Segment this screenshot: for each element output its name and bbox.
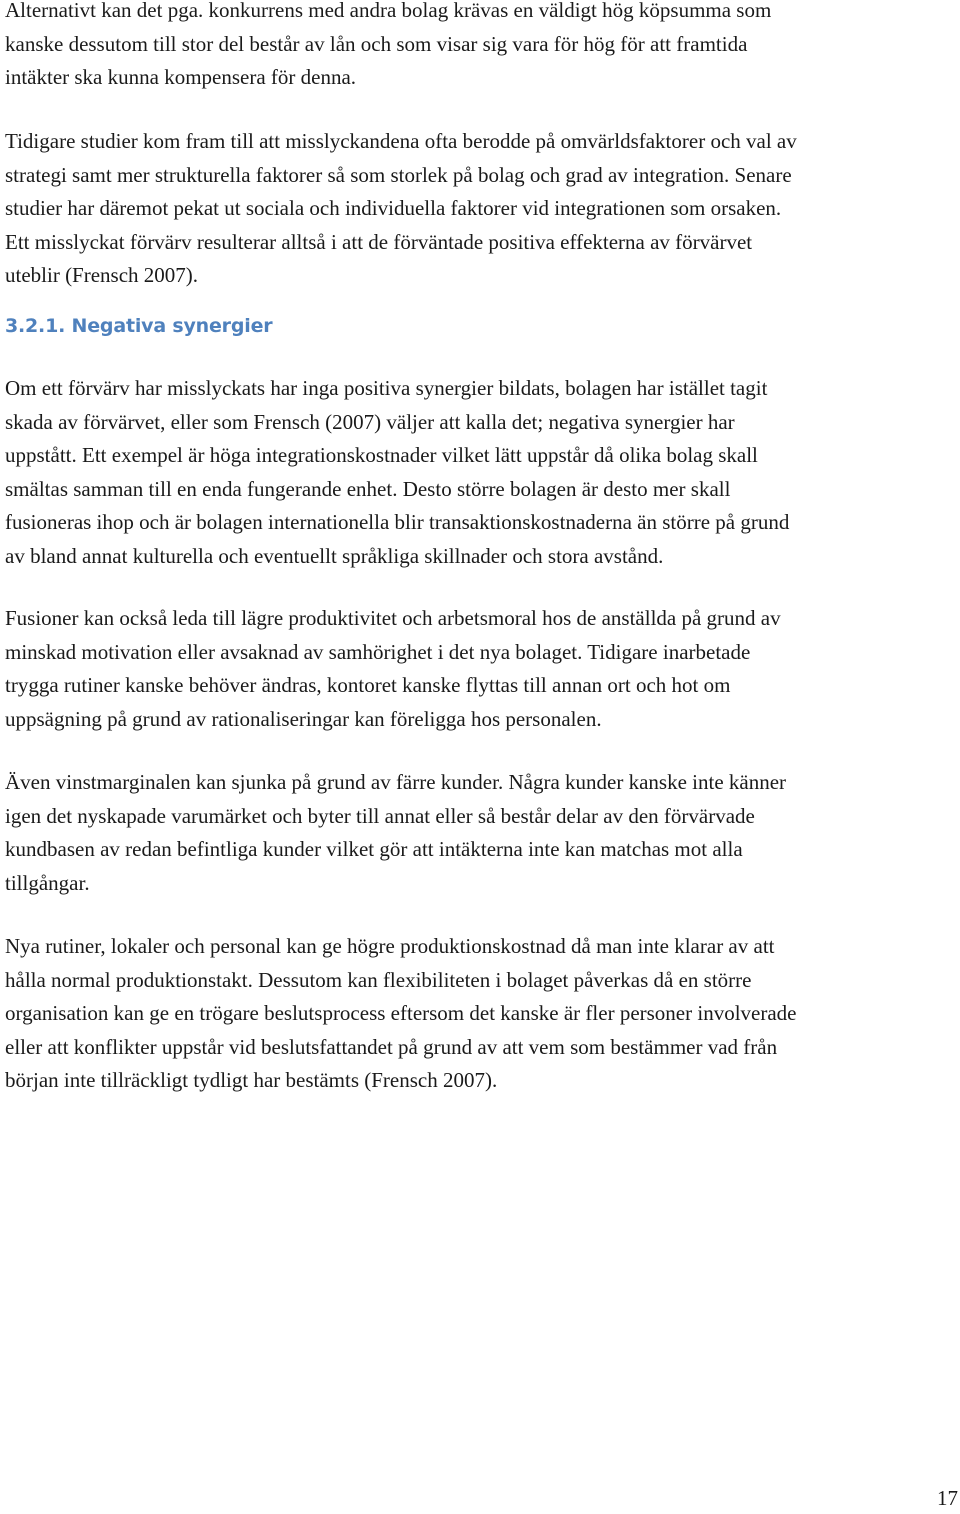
text-line: smältas samman till en enda fungerande enhet. Desto större bolagen är desto mer skall bbox=[5, 476, 731, 501]
paragraph bbox=[5, 930, 960, 1098]
text-line: fusioneras ihop och är bolagen internationella blir transaktionskostnaderna än större på grund bbox=[5, 510, 790, 534]
text-line: igen det nyskapade varumärket och byter till annat eller så består delar av den förvärvade bbox=[5, 803, 755, 828]
paragraph bbox=[5, 372, 960, 573]
text-line: skada av förvärvet, eller som Frensch (2007) väljer att kalla det; negativa synergier har bbox=[5, 409, 735, 434]
paragraph bbox=[5, 125, 960, 293]
text-line: eller att konflikter uppstår vid beslutsfattandet på grund av att vem som bestämmer vad från bbox=[5, 1034, 778, 1059]
text-line: organisation kan ge en trögare beslutsprocess eftersom det kanske är fler personer involverade bbox=[5, 1001, 797, 1025]
text-line: kundbasen av redan befintliga kunder vilket gör att intäkterna inte kan matchas mot alla bbox=[5, 837, 743, 861]
section-title: Negativa synergier bbox=[71, 315, 273, 337]
paragraph bbox=[5, 0, 960, 95]
text-line: uppstått. Ett exempel är höga integrationskostnader vilket lätt uppstår då olika bolag skall bbox=[5, 443, 758, 467]
text-line: Även vinstmarginalen kan sjunka på grund av färre kunder. Några kunder kanske inte känner bbox=[5, 770, 787, 794]
section-number: 3.2.1. bbox=[5, 315, 66, 337]
text-line: av bland annat kulturella och eventuellt språkliga skillnader och stora avstånd. bbox=[5, 543, 664, 568]
text-line: hålla normal produktionstakt. Dessutom kan flexibiliteten i bolaget påverkas då en större bbox=[5, 967, 752, 992]
text-line: början inte tillräckligt tydligt har bestämts (Frensch 2007). bbox=[5, 1068, 498, 1092]
text-line: minskad motivation eller avsaknad av samhörighet i det nya bolaget. Tidigare inarbetade bbox=[5, 639, 751, 664]
text-line: Fusioner kan också leda till lägre produktivitet och arbetsmoral hos de anställda på grund av bbox=[5, 606, 781, 630]
section-heading bbox=[5, 311, 272, 341]
text-line: Om ett förvärv har misslyckats har inga positiva synergier bildats, bolagen har istället tagit bbox=[5, 376, 768, 400]
text-line: strategi samt mer strukturella faktorer så som storlek på bolag och grad av integration. Senare bbox=[5, 162, 792, 187]
text-line: studier har däremot pekat ut sociala och individuella faktorer vid integrationen som orsaken. bbox=[5, 196, 782, 220]
text-line: Alternativt kan det pga. konkurrens med andra bolag krävas en väldigt hög köpsumma som bbox=[5, 0, 772, 22]
text-line: uppsägning på grund av rationaliseringar kan föreligga hos personalen. bbox=[5, 706, 602, 731]
text-line: uteblir (Frensch 2007). bbox=[5, 263, 199, 287]
text-line: kanske dessutom till stor del består av lån och som visar sig vara för hög för att framtida bbox=[5, 31, 748, 56]
text-line: Ett misslyckat förvärv resulterar alltså i att de förväntade positiva effekterna av förvärvet bbox=[5, 229, 753, 254]
text-line: Tidigare studier kom fram till att misslyckandena ofta berodde på omvärldsfaktorer och val av bbox=[5, 129, 797, 153]
paragraph bbox=[5, 766, 960, 900]
text-line: tillgångar. bbox=[5, 870, 90, 895]
text-line: Nya rutiner, lokaler och personal kan ge högre produktionskostnad då man inte klarar av att bbox=[5, 934, 775, 958]
text-line: intäkter ska kunna kompensera för denna. bbox=[5, 65, 357, 89]
paragraph bbox=[5, 602, 960, 736]
page-number: 17 bbox=[937, 1486, 958, 1510]
text-line: trygga rutiner kanske behöver ändras, kontoret kanske flyttas till annan ort och hot om bbox=[5, 673, 731, 697]
